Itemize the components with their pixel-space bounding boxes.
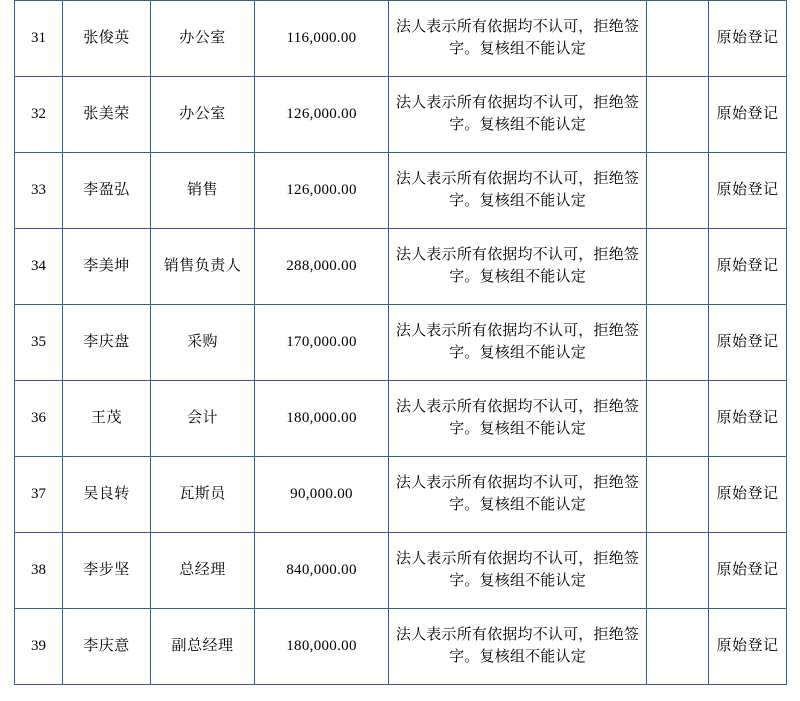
row-amount: 180,000.00 [255,609,389,685]
table-row [15,381,787,457]
row-blank [647,381,709,457]
row-note: 法人表示所有依据均不认可，拒绝签字。复核组不能认定 [389,381,647,457]
row-index: 38 [15,533,63,609]
row-status: 原始登记 [709,77,787,153]
row-index: 34 [15,229,63,305]
row-name: 李庆盘 [63,305,151,381]
row-blank [647,153,709,229]
row-note: 法人表示所有依据均不认可，拒绝签字。复核组不能认定 [389,457,647,533]
row-blank [647,457,709,533]
row-amount: 180,000.00 [255,381,389,457]
row-blank [647,609,709,685]
row-name: 张美荣 [63,77,151,153]
row-note: 法人表示所有依据均不认可，拒绝签字。复核组不能认定 [389,609,647,685]
row-note: 法人表示所有依据均不认可，拒绝签字。复核组不能认定 [389,1,647,77]
row-amount: 90,000.00 [255,457,389,533]
row-name: 李庆意 [63,609,151,685]
row-index: 36 [15,381,63,457]
row-status: 原始登记 [709,229,787,305]
row-name: 吴良转 [63,457,151,533]
row-department: 副总经理 [151,609,255,685]
row-index: 37 [15,457,63,533]
row-department: 总经理 [151,533,255,609]
row-index: 39 [15,609,63,685]
table-row [15,229,787,305]
row-status: 原始登记 [709,153,787,229]
row-name: 李盈弘 [63,153,151,229]
table-row [15,609,787,685]
row-name: 王茂 [63,381,151,457]
row-department: 办公室 [151,77,255,153]
row-status: 原始登记 [709,381,787,457]
row-blank [647,1,709,77]
row-department: 销售 [151,153,255,229]
row-status: 原始登记 [709,1,787,77]
table-row [15,153,787,229]
row-amount: 126,000.00 [255,77,389,153]
row-status: 原始登记 [709,305,787,381]
table-body [15,1,787,685]
row-amount: 840,000.00 [255,533,389,609]
claims-table [14,0,787,685]
row-department: 办公室 [151,1,255,77]
row-name: 李步坚 [63,533,151,609]
row-department: 会计 [151,381,255,457]
row-amount: 288,000.00 [255,229,389,305]
row-blank [647,229,709,305]
row-note: 法人表示所有依据均不认可，拒绝签字。复核组不能认定 [389,153,647,229]
row-status: 原始登记 [709,533,787,609]
row-note: 法人表示所有依据均不认可，拒绝签字。复核组不能认定 [389,533,647,609]
row-note: 法人表示所有依据均不认可，拒绝签字。复核组不能认定 [389,229,647,305]
row-department: 销售负责人 [151,229,255,305]
row-blank [647,533,709,609]
row-index: 31 [15,1,63,77]
row-status: 原始登记 [709,609,787,685]
row-index: 35 [15,305,63,381]
row-department: 采购 [151,305,255,381]
row-department: 瓦斯员 [151,457,255,533]
table-row [15,457,787,533]
row-note: 法人表示所有依据均不认可，拒绝签字。复核组不能认定 [389,77,647,153]
row-index: 32 [15,77,63,153]
row-name: 张俊英 [63,1,151,77]
table-row [15,305,787,381]
row-amount: 116,000.00 [255,1,389,77]
table-row [15,533,787,609]
row-blank [647,77,709,153]
row-note: 法人表示所有依据均不认可，拒绝签字。复核组不能认定 [389,305,647,381]
row-status: 原始登记 [709,457,787,533]
table-row [15,1,787,77]
row-amount: 170,000.00 [255,305,389,381]
row-index: 33 [15,153,63,229]
row-name: 李美坤 [63,229,151,305]
row-blank [647,305,709,381]
table-row [15,77,787,153]
row-amount: 126,000.00 [255,153,389,229]
